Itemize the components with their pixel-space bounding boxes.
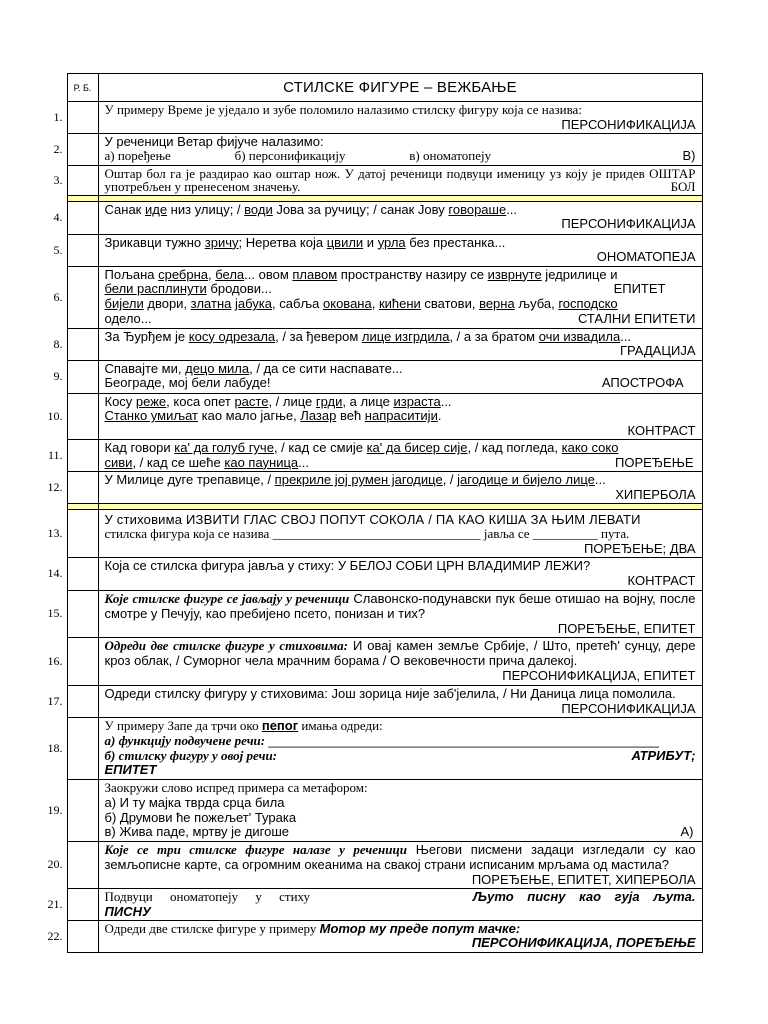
answer: ПОРЕЂЕЊЕ, ЕПИТЕТ <box>557 620 696 636</box>
exercise-text: Подвуци ономатопеју у стиху Љуто писну као гуја љута. ПИСНУ <box>98 888 702 920</box>
exercise-text: У реченици Ветар фијуче налазимо: а) поређење б) персонификацију в) ономатопеју В) <box>98 133 702 165</box>
answer: КОНТРАСТ <box>627 423 696 439</box>
answer: ПОРЕЂЕЊЕ <box>614 454 694 470</box>
answer: БОЛ <box>670 179 696 195</box>
answer-cell[interactable] <box>67 685 98 717</box>
answer-cell[interactable] <box>67 888 98 920</box>
rb-header: Р. Б. <box>67 74 98 102</box>
exercise-text: Која се стилска фигура јавља у стиху: У БЕЛОЈ СОБИ ЦРН ВЛАДИМИР ЛЕЖИ? КОНТРАСТ <box>98 557 702 590</box>
exercise-text: Које се три стилске фигуре налазе у реченици Његови писмени задаци изгледали су као земљописне карте, са огромним океанима на свакој страни исписаним мрљама од мастила? ПОРЕЂЕЊЕ, ЕПИТЕТ, ХИПЕРБОЛА <box>98 841 702 888</box>
answer: ПЕРСОНИФИКАЦИЈА <box>561 700 696 716</box>
answer-cell[interactable] <box>67 439 98 471</box>
answer: КОНТРАСТ <box>627 572 696 588</box>
answer-cell[interactable] <box>67 102 98 134</box>
option-a: а) И ту мајка тврда срца била <box>104 794 285 810</box>
answer-cell[interactable] <box>67 393 98 439</box>
exercise-row-14 <box>40 557 702 590</box>
option-b: б) Друмови ће пожељет' Турака <box>104 809 297 825</box>
exercise-text: Које стилске фигуре се јављају у реченици Славонско-подунавски пук беше отишао на војну, после смотре у Печују, као пребијено псето, понизан и тих? ПОРЕЂЕЊЕ, ЕПИТЕТ <box>98 590 702 637</box>
answer-cell[interactable] <box>67 328 98 360</box>
exercise-row-21 <box>40 888 702 920</box>
exercise-text: Оштар бол га је раздирао као оштар нож. У датој реченици подвуци именицу уз коју је придев ОШТАР употребљен у пренесеном значењу. БОЛ <box>98 165 702 195</box>
exercise-text: Одреди две стилске фигуре у примеру Мотор му преде попут мачке: ПЕРСОНИФИКАЦИЈА, ПОРЕЂЕЊЕ <box>98 920 702 952</box>
row-number: 8. <box>40 328 67 360</box>
answer-2: СТАЛНИ ЕПИТЕТИ <box>577 310 696 326</box>
answer-cell[interactable] <box>67 920 98 952</box>
exercise-text: Зрикавци тужно зричу; Неретва која цвили и урла без престанка... ОНОМАТОПЕЈА <box>98 234 702 266</box>
option-a: а) поређење <box>104 148 171 164</box>
exercise-text: Одреди две стилске фигуре у стиховима: И овај камен земље Србије, / Што, претећ' сунцу, дере кроз облак, / Суморног чела мрачним борама / О вековечности прича далекој. ПЕРСОНИФИКАЦИЈА, ЕПИТЕТ <box>98 637 702 685</box>
exercise-row-5 <box>40 234 702 266</box>
answer: В) <box>682 148 696 164</box>
exercise-text: У Милице дуге трепавице, / прекриле јој румен јагодице, / јагодице и бијело лице... ХИПЕРБОЛА <box>98 471 702 503</box>
option-b: б) персонификацију <box>234 148 346 164</box>
exercise-row-17 <box>40 685 702 717</box>
answer: ПЕРСОНИФИКАЦИЈА, ПОРЕЂЕЊЕ <box>471 935 696 951</box>
answer-cell[interactable] <box>67 201 98 234</box>
answer-cell[interactable] <box>67 266 98 328</box>
answer-line[interactable]: ______________________________________________________ <box>268 732 659 748</box>
answer: ПЕРСОНИФИКАЦИЈА <box>561 116 696 132</box>
row-number: 1. <box>40 102 67 134</box>
exercise-row-16 <box>40 637 702 685</box>
exercise-text: Заокружи слово испред примера са метафором: а) И ту мајка тврда срца била б) Друмови ће пожељет' Турака в) Жива паде, мртву је дигоше А) <box>98 779 702 841</box>
row-number: 13. <box>40 509 67 557</box>
row-number: 3. <box>40 165 67 195</box>
answer: ПОРЕЂЕЊЕ, ЕПИТЕТ, ХИПЕРБОЛА <box>471 871 696 887</box>
row-number: 5. <box>40 234 67 266</box>
row-number: 21. <box>40 888 67 920</box>
answer-cell[interactable] <box>67 509 98 557</box>
row-number: 18. <box>40 717 67 779</box>
exercise-text: Санак иде низ улицу; / води Јова за ручицу; / санак Јову говораше... ПЕРСОНИФИКАЦИЈА <box>98 201 702 234</box>
answer-1: ЕПИТЕТ <box>613 281 666 297</box>
row-number: 19. <box>40 779 67 841</box>
answer: ПЕРСОНИФИКАЦИЈА, ЕПИТЕТ <box>502 667 696 683</box>
exercise-row-18 <box>40 717 702 779</box>
exercise-row-6 <box>40 266 702 328</box>
answer-cell[interactable] <box>67 590 98 637</box>
answer-cell[interactable] <box>67 841 98 888</box>
exercise-row-13 <box>40 509 702 557</box>
option-c: в) ономатопеју <box>409 148 492 164</box>
exercise-text: У стиховима ИЗВИТИ ГЛАС СВОЈ ПОПУТ СОКОЛА / ПА КАО КИША ЗА ЊИМ ЛЕВАТИ стилска фигура која се назива ________________________________ јавља се __________ пута. ПОРЕЂЕЊЕ; ДВА <box>98 509 702 557</box>
exercise-row-20 <box>40 841 702 888</box>
exercise-text: У примеру Време је уједало и зубе поломило налазимо стилску фигуру која се назива: ПЕРСОНИФИКАЦИЈА <box>98 102 702 134</box>
row-number: 9. <box>40 360 67 393</box>
answer-cell[interactable] <box>67 234 98 266</box>
exercise-text: У примеру Запе да трчи око пепог имања одреди: а) функцију подвучене речи: ______________________________________________________ б) стилску фигуру у овој речи: АТРИБУТ; ЕПИТЕТ <box>98 717 702 779</box>
exercise-row-11 <box>40 439 702 471</box>
answer: ПОРЕЂЕЊЕ; ДВА <box>584 541 696 557</box>
answer-cell[interactable] <box>67 557 98 590</box>
exercise-row-22 <box>40 920 702 952</box>
exercise-row-10 <box>40 393 702 439</box>
row-number: 15. <box>40 590 67 637</box>
answer-cell[interactable] <box>67 360 98 393</box>
row-number: 4. <box>40 201 67 234</box>
row-number: 10. <box>40 393 67 439</box>
answer-cell[interactable] <box>67 133 98 165</box>
exercise-table <box>40 73 703 953</box>
answer-cell[interactable] <box>67 471 98 503</box>
answer: ГРАДАЦИЈА <box>619 343 696 359</box>
row-number: 16. <box>40 637 67 685</box>
exercise-row-4 <box>40 201 702 234</box>
page-title: СТИЛСКЕ ФИГУРЕ – ВЕЖБАЊЕ <box>98 74 702 102</box>
exercise-row-2 <box>40 133 702 165</box>
answer-cell[interactable] <box>67 779 98 841</box>
row-number: 17. <box>40 685 67 717</box>
row-number: 22. <box>40 920 67 952</box>
row-number: 11. <box>40 439 67 471</box>
answer-cell[interactable] <box>67 637 98 685</box>
answer-1: АТРИБУТ; <box>631 747 696 763</box>
exercise-row-12 <box>40 471 702 503</box>
exercise-row-8 <box>40 328 702 360</box>
row-number: 2. <box>40 133 67 165</box>
answer: А) <box>680 824 694 840</box>
exercise-text: За Ђурђем је косу одрезала, / за ђевером лице изгрдила, / а за братом очи извадила... ГРАДАЦИЈА <box>98 328 702 360</box>
option-c: в) Жива паде, мртву је дигоше <box>104 824 290 840</box>
exercise-text: Спавајте ми, децо мила, / да се сити наспавате... Београде, мој бели лабуде! АПОСТРОФА <box>98 360 702 393</box>
answer: ПЕРСОНИФИКАЦИЈА <box>561 216 696 232</box>
answer-cell[interactable] <box>67 165 98 195</box>
table-header-row <box>40 74 702 102</box>
answer: ПИСНУ <box>104 903 151 919</box>
exercise-row-9 <box>40 360 702 393</box>
exercise-row-3 <box>40 165 702 195</box>
exercise-text: Одреди стилску фигуру у стиховима: Још зорица није заб'јелила, / Ни Даница лица помолила. ПЕРСОНИФИКАЦИЈА <box>98 685 702 717</box>
exercise-row-19 <box>40 779 702 841</box>
exercise-row-15 <box>40 590 702 637</box>
row-number: 6. <box>40 266 67 328</box>
answer-cell[interactable] <box>67 717 98 779</box>
exercise-text: Кад говори ка' да голуб гуче, / кад се смије ка' да бисер сије, / кад погледа, како соко сиви, / кад се шеће као пауница... ПОРЕЂЕЊЕ <box>98 439 702 471</box>
exercise-row-1 <box>40 102 702 134</box>
row-number: 12. <box>40 471 67 503</box>
exercise-text: Косу реже, коса опет расте, / лице грди, а лице израста... Станко умиљат као мало јагње, Лазар већ напраситији. КОНТРАСТ <box>98 393 702 439</box>
row-number: 14. <box>40 557 67 590</box>
answer: ХИПЕРБОЛА <box>615 486 696 502</box>
answer: ОНОМАТОПЕЈА <box>596 249 696 265</box>
row-number: 20. <box>40 841 67 888</box>
answer: АПОСТРОФА <box>601 375 684 391</box>
exercise-text: Пољана сребрна, бела... овом плавом пространству назиру се изврнуте једрилице и бели расплинути бродови... ЕПИТЕТ бијели двори, златна јабука, сабља окована, кићени сватови, верна љуба, господско одело... СТАЛНИ ЕПИТЕТИ <box>98 266 702 328</box>
answer-2: ЕПИТЕТ <box>104 762 157 778</box>
